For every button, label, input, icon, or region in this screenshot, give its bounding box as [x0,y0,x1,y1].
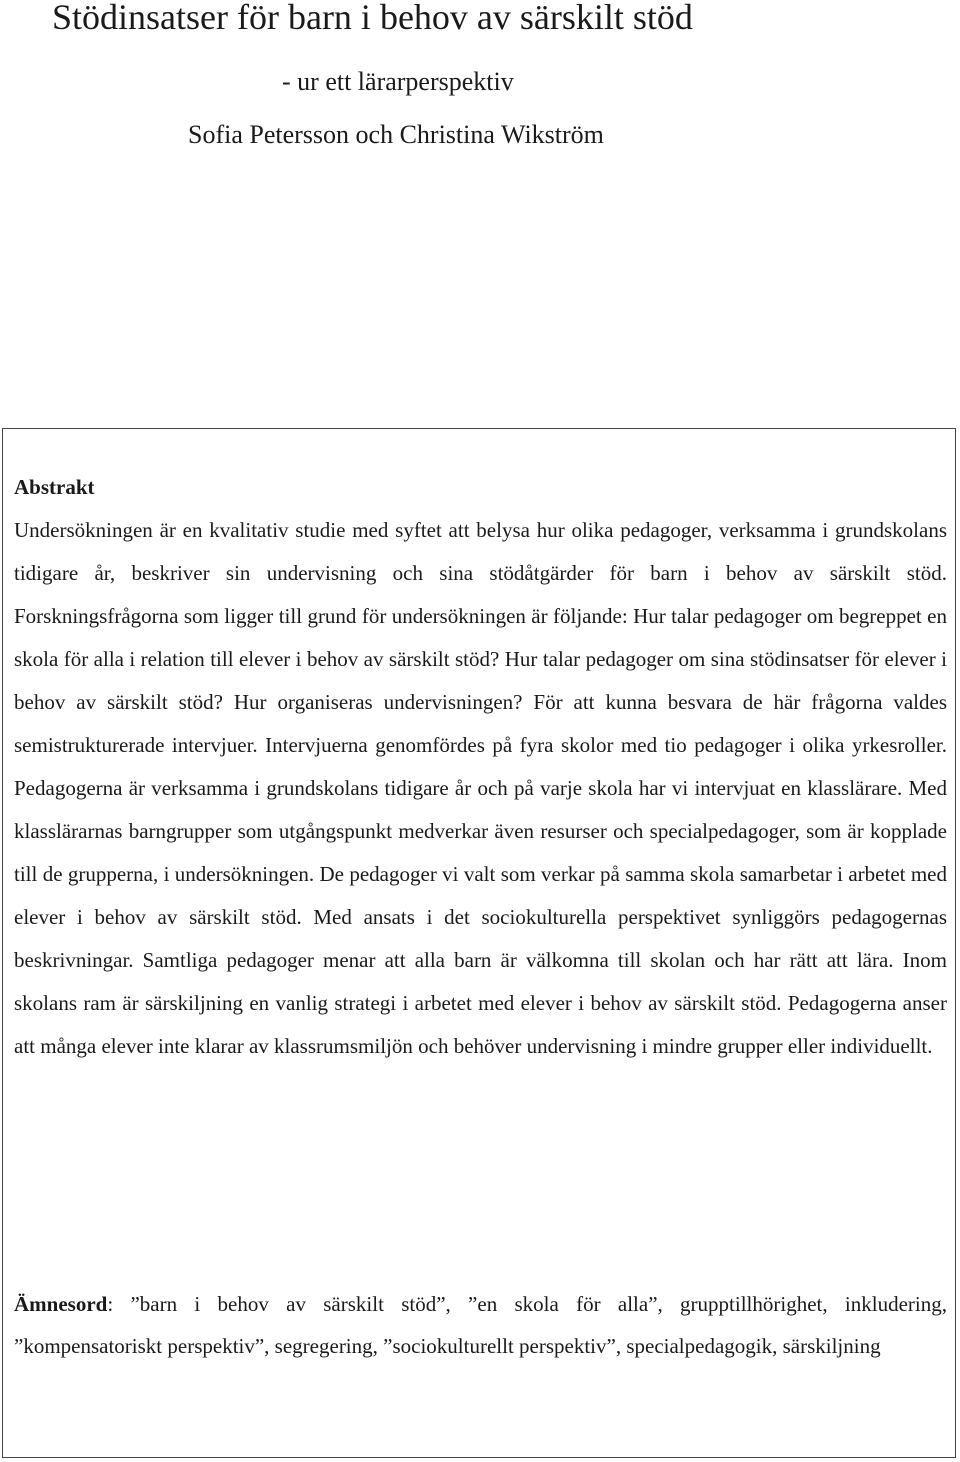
abstract-heading: Abstrakt [14,475,95,499]
document-authors: Sofia Petersson och Christina Wikström [188,120,604,149]
keywords [14,1283,947,1367]
document-title: Stödinsatser för barn i behov av särskilt stöd [52,0,693,37]
document-subtitle: - ur ett lärarperspektiv [282,67,514,96]
abstract-body: Undersökningen är en kvalitativ studie med syftet att belysa hur olika pedagoger, verksamma i grundskolans tidigare år, beskriver sin undervisning och sina stödåtgärder för barn i behov av särskilt stöd. Forskningsfrågorna som ligger till grund för undersökningen är följande: Hur talar pedagoger om begreppet en skola för alla i relation till elever i behov av särskilt stöd? Hur talar pedagoger om sina stödinsatser för elever i behov av särskilt stöd? Hur organiseras undervisningen? För att kunna besvara de här frågorna valdes semistrukturerade intervjuer. Intervjuerna genomfördes på fyra skolor med tio pedagoger i olika yrkesroller. Pedagogerna är verksamma i grundskolans tidigare år och på varje skola har vi intervjuat en klasslärare. Med klasslärarnas barngrupper som utgångspunkt medverkar även resurser och specialpedagoger, som är kopplade till de grupperna, i undersökningen. De pedagoger vi valt som verkar på samma skola samarbetar i arbetet med elever i behov av särskilt stöd. Med ansats i det sociokulturella perspektivet synliggörs pedagogernas beskrivningar. Samtliga pedagoger menar att alla barn är välkomna till skolan och har rätt att lära. Inom skolans ram är särskiljning en vanlig strategi i arbetet med elever i behov av särskilt stöd. Pedagogerna anser att många elever inte klarar av klassrumsmiljön och behöver undervisning i mindre grupper eller individuellt. [14,518,947,1058]
keywords-separator: : [107,1292,131,1316]
keywords-text: ”barn i behov av särskilt stöd”, ”en skola för alla”, grupptillhörighet, inkludering, ”kompensatoriskt perspektiv”, segregering, ”sociokulturellt perspektiv”, specialpedagogik, särskiljning [14,1292,947,1358]
keywords-label: Ämnesord [14,1292,108,1316]
